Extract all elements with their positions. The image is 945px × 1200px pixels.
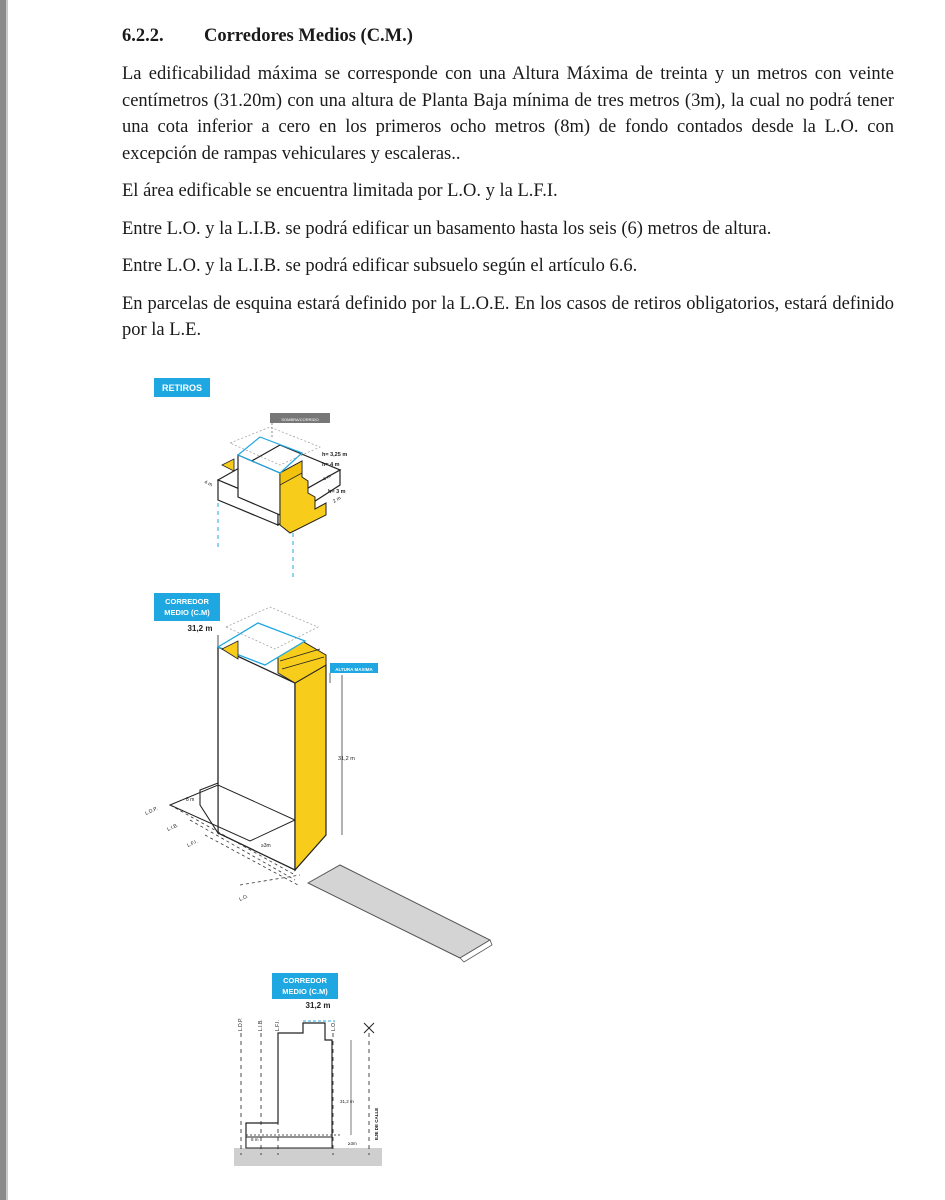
section-badge-line2: MEDIO (C.M) xyxy=(282,987,328,996)
section-dim-height: 31,2 m xyxy=(340,1099,354,1104)
iso-dim-base: ≥3m xyxy=(261,843,271,849)
retiros-badge-text: RETIROS xyxy=(161,383,203,393)
section-dim-base: ≥3m xyxy=(348,1141,357,1146)
section-axis-label: EJE DE CALLE xyxy=(374,1107,379,1140)
section-profile xyxy=(246,1023,332,1148)
figure-svg xyxy=(130,365,530,1185)
iso-badge-line1: CORREDOR xyxy=(165,597,209,606)
iso-line-lib: L.I.B. xyxy=(166,822,180,833)
section-title: Corredores Medios (C.M.) xyxy=(204,26,413,46)
section-ground xyxy=(234,1148,382,1166)
isometric-diagram xyxy=(144,593,492,962)
retiros-dim-4: h= 3 m xyxy=(328,489,346,495)
section-line-lib: L.I.B. xyxy=(258,1019,264,1031)
iso-line-lfi: L.F.I. xyxy=(186,838,199,849)
iso-line-lo: L.O. xyxy=(238,893,250,903)
iso-block-left-face xyxy=(218,647,295,870)
iso-line-ldp: L.D.P. xyxy=(144,805,159,817)
corredor-medio-figure xyxy=(130,365,530,1185)
retiros-left-dim: 4 m xyxy=(203,479,214,489)
iso-street xyxy=(308,865,490,958)
paragraph-corner-plots: En parcelas de esquina estará definido por la L.O.E. En los casos de retiros obligatorios, estará definido por la L.E. xyxy=(122,293,894,340)
iso-dim-depth: 8 m xyxy=(186,797,195,803)
paragraph-basement-base: Entre L.O. y la L.I.B. se podrá edificar un basamento hasta los seis (6) metros de altura. xyxy=(122,218,772,239)
iso-max-height-text: ALTURA MAXIMA xyxy=(335,667,373,672)
retiros-diagram xyxy=(154,378,347,580)
iso-badge-line2: MEDIO (C.M) xyxy=(164,608,210,617)
section-heading xyxy=(122,26,894,47)
iso-dim-height: 31,2 m xyxy=(338,756,355,762)
section-dim-depth: 8 m xyxy=(251,1137,259,1142)
retiros-dim-3: 4 m xyxy=(322,473,333,483)
iso-yellow-facade xyxy=(295,665,326,870)
section-number: 6.2.2. xyxy=(122,26,164,46)
section-line-ldp: L.D.P. xyxy=(238,1017,244,1031)
document-body xyxy=(122,26,894,355)
section-height-label: 31,2 m xyxy=(305,1001,331,1010)
retiros-dim-1: h= 3,25 m xyxy=(322,452,348,458)
section-line-lo: L.O. xyxy=(331,1021,337,1031)
retiros-left-flag xyxy=(222,459,234,471)
section-line-lfi: L.F.I. xyxy=(275,1020,281,1031)
retiros-dim-2: h= 4 m xyxy=(322,462,340,468)
paragraph-buildable-area: El área edificable se encuentra limitada por L.O. y la L.F.I. xyxy=(122,181,558,201)
iso-height-label: 31,2 m xyxy=(187,624,213,633)
section-badge-line1: CORREDOR xyxy=(283,976,327,985)
retiros-top-tag-text: SOMBRA/CORRIDO xyxy=(281,417,319,422)
paragraph-subsoil: Entre L.O. y la L.I.B. se podrá edificar subsuelo según el artículo 6.6. xyxy=(122,256,638,276)
page-left-edge-shadow xyxy=(6,0,8,1200)
paragraph-max-height: La edificabilidad máxima se corresponde con una Altura Máxima de treinta y un metros con veinte centímetros (31.20m) con una altura de Planta Baja mínima de tres metros (3m), la cual no podrá tener una cota inferior a cero en los primeros ocho metros (8m) de fondo contados desde la L.O. con excepción de rampas vehiculares y escaleras.. xyxy=(122,64,894,164)
retiros-dim-5: 2 m xyxy=(332,495,343,505)
section-diagram xyxy=(234,973,382,1166)
